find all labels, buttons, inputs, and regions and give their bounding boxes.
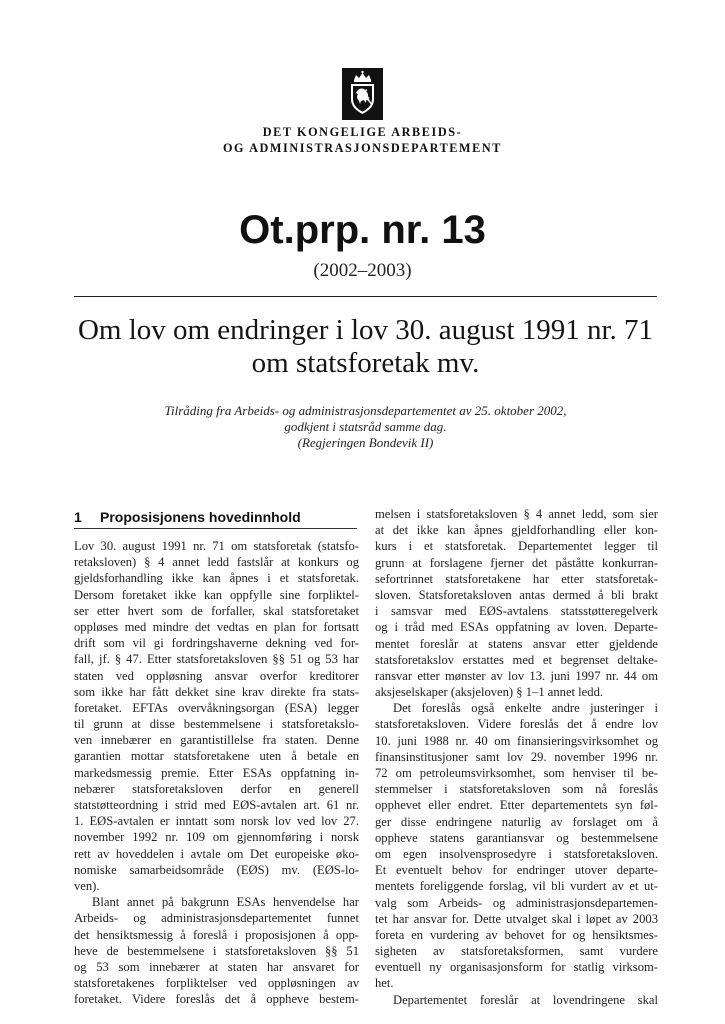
body-text-line: gjeldsforhandling ikke kan åpnes i et statsforetak. [74,571,359,586]
ministry-name-line1: DET KONGELIGE ARBEIDS- [262,125,463,139]
body-text-line: Arbeids- og administrasjonsdepartementet funnet [74,911,359,926]
body-text-line: Blant annet på bakgrunn ESAs henvendelse har [92,895,359,910]
body-text-line: statstøtteordning i strid med EØS-avtalen art. 61 nr. [74,798,359,812]
body-text-line: heve de bestemmelsene i statsforetaksloven §§ 51 [74,943,359,958]
body-text-line: ser etter hvert som de forfaller, skal statsforetaket [74,603,359,618]
document-title [74,314,657,380]
body-text-line: nomiske samarbeidsområde (EØS) mv. (EØS-lo- [74,862,359,877]
body-text-line: staten ved oppløsning ansvar overfor kreditorer [74,668,359,683]
coat-of-arms-icon [342,68,383,120]
body-text-line: 1. EØS-avtalen er inntatt som norsk lov ved lov 27. [74,814,359,829]
body-text-line: foretaket. EFTAs overvåkningsorgan (ESA) legger [74,700,359,715]
ministry-name-line2: OG ADMINISTRASJONSDEPARTEMENT [222,141,503,155]
body-text-line: Dersom foretaket ikke kan oppfylle sine forpliktel- [74,587,359,602]
body-text-line: aksjeselskaper (aksjeloven) § 1–1 annet ledd. [375,685,604,700]
body-text-line: statsforetaksloven. Videre foreslås det å endre lov [375,717,658,732]
body-text-line: mentet foreslår at statens ansvar etter gjeldende [375,636,658,651]
body-text-line: oppheve statens garantiansvar og bestemmelsene [375,830,658,845]
body-text-line: og i tråd med ESAs oppfatning av loven. Departe- [375,620,658,635]
body-text-line: markedsmessig premie. Etter ESAs oppfatning in- [74,765,359,780]
body-text-line: foretaket. Videre foreslås det å oppheve bestem- [74,992,359,1007]
body-text-line: eventuell ny organisasjonsform for statlig virksom- [375,960,658,975]
body-text-line: Departementet foreslår at lovendringene skal [393,992,658,1007]
section-heading [74,508,357,526]
body-text-line: 10. juni 1988 nr. 40 om finansieringsvirksomhet og [375,733,658,748]
body-text-line: det hensiktsmessig å foreslå i proposisjonen å opp- [74,927,359,942]
body-text-line: melsen i statsforetaksloven § 4 annet ledd, som sier [375,507,658,521]
session-years: (2002–2003) [313,260,412,281]
approval-line: Tilråding fra Arbeids- og administrasjonsdepartementet av 25. oktober 2002, [164,403,567,418]
body-text-line: og 53 som innebærer at staten har ansvaret for [74,959,359,974]
approval-note [74,403,657,452]
document-title-line1: Om lov om endringer i lov 30. august 1991 nr. 71 [77,314,654,346]
body-text-line: nebærer statsforetaksloven derfor en generell [74,781,359,796]
body-text-line: mentets foreliggende forslag, vil bli vurdert av et ut- [375,879,658,894]
body-text-line: i samsvar med EØS-avtalens statsstøtteregelverk [375,604,658,619]
body-text-line: valg som Arbeids- og administrasjonsdepartemen- [375,895,658,910]
body-text-line: stemmelser i statsforetaksloven som nå foreslås [375,782,658,797]
section-divider [74,528,357,529]
body-text-line: kurs i et statsforetak. Departementet legger til [375,539,658,554]
body-text-line: het. [375,976,394,991]
approval-line: (Regjeringen Bondevik II) [297,435,434,451]
body-text-line: som ikke har fått dekket sine krav direkte fra stats- [74,684,359,699]
body-text-line: rett av hoveddelen i avtale om Det europeiske øko- [74,846,359,861]
section-number: 1 [74,509,82,525]
body-text-line: ransvar etter mønster av lov 13. juni 1997 nr. 44 om [375,668,658,683]
body-text-line: foreta en vurdering av behovet for og hensiktsmes- [375,927,658,942]
body-text-line: Lov 30. august 1991 nr. 71 om statsforetak (statsfo- [74,539,359,553]
body-text-line: oppløses med mindre det vedtas en plan for fortsatt [74,619,359,634]
body-text-line: ven innebærer en garantistillelse fra staten. Denne [74,733,359,748]
body-text-line: sefortrinnet statsforetakene har etter statsforetak- [375,571,658,586]
right-text-column [375,506,658,1008]
body-text-line: drift som vil gi fordringshaverne dekning ved for- [74,636,359,651]
body-text-line: finansinstitusjoner samt lov 29. november 1996 nr. [375,749,658,764]
body-text-line: retaksloven) § 4 annet ledd fastslår at konkurs og [74,555,359,570]
body-text-line: til grunn at disse bestemmelsene i statsforetakslo- [74,717,359,732]
body-text-line: ven). [74,878,100,893]
body-text-line: statsforetakslov erstattes med et begrenset deltake- [375,652,658,667]
body-text-line: sigheten av statsforetaksformen, samt vurdere [375,944,658,959]
title-divider [74,296,657,297]
document-title-line2: om statsforetak mv. [251,347,480,379]
approval-line: godkjent i statsråd samme dag. [284,419,447,435]
body-text-line: at det ikke kan åpnes gjeldforhandling eller kon- [375,523,658,538]
body-text-line: statsforetakenes forpliktelser ved oppløsningen av [74,976,359,991]
body-text-line: 72 om petroleumsvirksomhet, som henviser til be- [375,766,658,780]
body-text-line: om egen insolvensprosedyre i statsforetaksloven. [375,846,658,861]
body-text-line: garantien mottar statsforetakene uten å betale en [74,749,359,764]
proposition-number: Ot.prp. nr. 13 [239,208,486,252]
body-text-line: ger disse endringene naturlig av forslaget om å [375,814,658,829]
section-title: Proposisjonens hovedinnhold [100,509,301,525]
body-text-line: opphevet eller endret. Etter departementets syn føl- [375,798,658,813]
body-text-line: Et eventuelt behov for endringer utover departe- [375,863,658,878]
body-text-line: fall, jf. § 47. Etter statsforetaksloven §§ 51 og 53 har [74,652,359,667]
left-text-column [74,538,359,1007]
body-text-line: sloven. Statsforetaksloven antas dermed å bli brakt [375,587,658,602]
body-text-line: Det foreslås også enkelte andre justeringer i [393,701,658,716]
body-text-line: november 1992 nr. 109 om gjennomføring i norsk [74,830,359,845]
body-text-line: tet har ansvar for. Dette utvalget skal i løpet av 2003 [375,911,658,926]
body-text-line: grunn at forslagene fjerner det påståtte konkurran- [375,555,658,570]
